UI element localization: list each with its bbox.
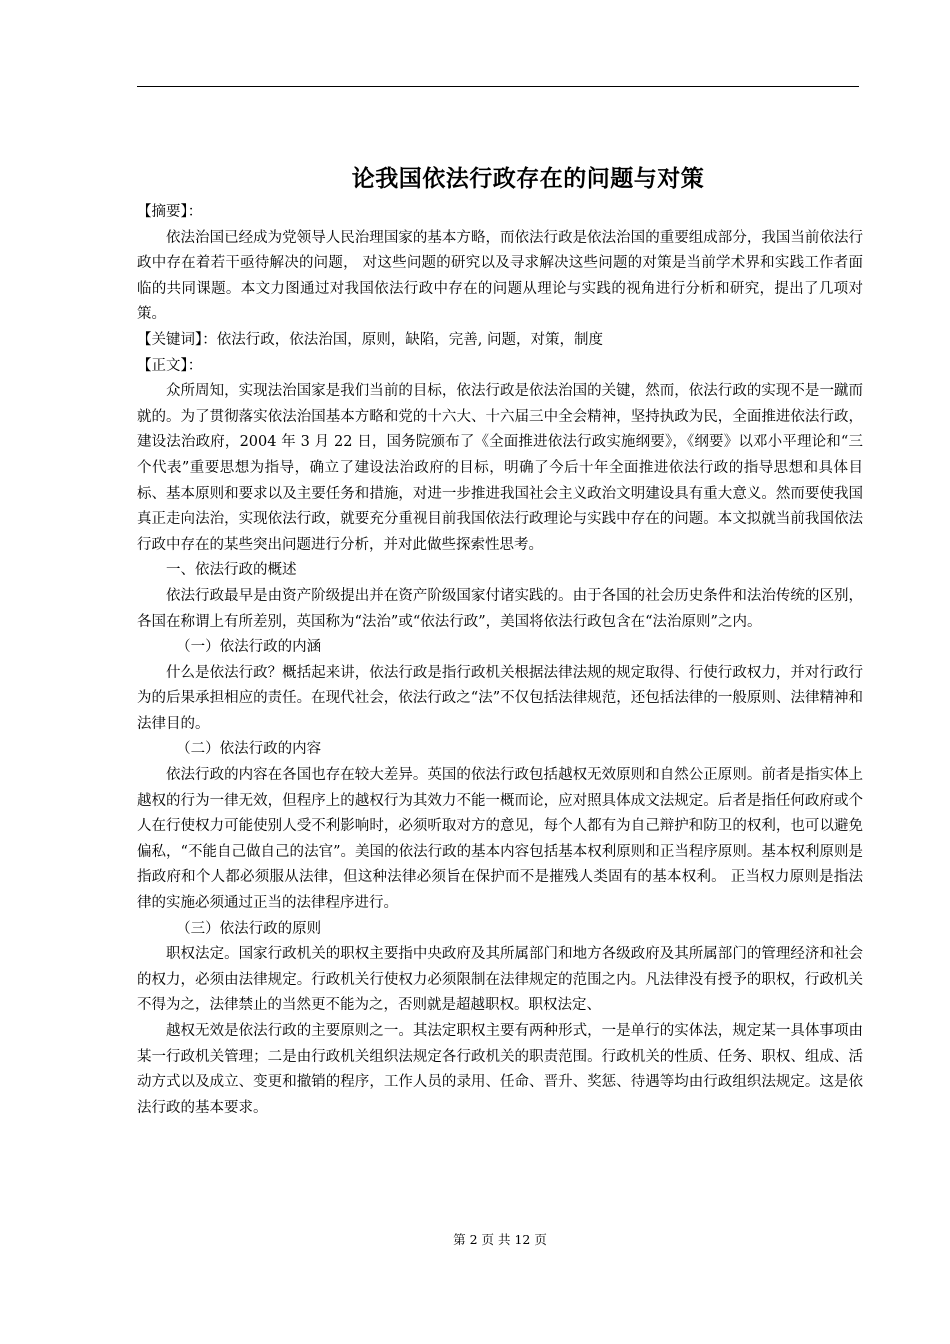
page-title: 论我国依法行政存在的问题与对策	[351, 166, 705, 192]
header-rule	[137, 86, 859, 87]
subsection-heading: （二）依法行政的内容	[176, 741, 322, 758]
abstract-text: 依法治国已经成为党领导人民治理国家的基本方略，而依法行政是依法治国的重要组成部分，我国当前依法行政中存在着若干亟待解决的问题， 对这些问题的研究以及寻求解决这些问题的对策是当前学术界和实践工作者面临的共同课题。本文力图通过对我国依法行政中存在的问题从理论与实践的视角进行分析和研究，提出了几项对策。	[137, 229, 863, 323]
document-body	[137, 200, 863, 1121]
abstract-label: 【摘要】：	[137, 204, 203, 220]
body-paragraph: 什么是依法行政？概括起来讲，依法行政是指行政机关根据法律法规的规定取得、行使行政权力，并对行政行为的后果承担相应的责任。在现代社会，依法行政之“法”不仅包括法律规范，还包括法律的一般原则、法律精神和法律目的。	[137, 664, 863, 732]
page-number-footer: 第 2 页 共 12 页	[453, 1232, 547, 1247]
body-paragraph: 众所周知，实现法治国家是我们当前的目标，依法行政是依法治国的关键，然而，依法行政的实现不是一蹴而就的。为了贯彻落实依法治国基本方略和党的十六大、十六届三中全会精神，坚持执政为民，全面推进依法行政，建设法治政府，2004 年 3 月 22 日，国务院颁布了《全面推进依法行政实施纲要》，《纲要》以邓小平理论和“三个代表”重要思想为指导，确立了建设法治政府的目标，明确了今后十年全面推进依法行政的指导思想和具体目标、基本原则和要求以及主要任务和措施，对进一步推进我国社会主义政治文明建设具有重大意义。然而要使我国真正走向法治，实现依法行政，就要充分重视目前我国依法行政理论与实践中存在的问题。本文拟就当前我国依法行政中存在的某些突出问题进行分析，并对此做些探索性思考。	[137, 383, 863, 553]
body-paragraph: 职权法定。国家行政机关的职权主要指中央政府及其所属部门和地方各级政府及其所属部门的管理经济和社会的权力，必须由法律规定。行政机关行使权力必须限制在法律规定的范围之内。凡法律没有授予的职权，行政机关不得为之，法律禁止的当然更不能为之，否则就是超越职权。职权法定、	[137, 946, 863, 1014]
body-label: 【正文】：	[137, 357, 203, 374]
subsection-heading: （一）依法行政的内涵	[176, 639, 322, 656]
subsection-heading: （三）依法行政的原则	[176, 920, 322, 937]
section-heading: 一、依法行政的概述	[166, 562, 297, 579]
body-paragraph: 依法行政的内容在各国也存在较大差异。英国的依法行政包括越权无效原则和自然公正原则。前者是指实体上越权的行为一律无效，但程序上的越权行为其效力不能一概而论，应对照具体成文法规定。后者是指任何政府或个人在行使权力可能使别人受不利影响时，必须听取对方的意见，每个人都有为自己辩护和防卫的权利，也可以避免偏私，“不能自己做自己的法官”。美国的依法行政的基本内容包括基本权利原则和正当程序原则。基本权利原则是指政府和个人都必须服从法律，但这种法律必须旨在保护而不是摧残人类固有的基本权利。 正当权力原则是指法律的实施必须通过正当的法律程序进行。	[137, 767, 863, 912]
body-paragraph: 依法行政最早是由资产阶级提出并在资产阶级国家付诸实践的。由于各国的社会历史条件和法治传统的区别，各国在称谓上有所差别，英国称为“法治”或“依法行政”，美国将依法行政包含在“法治原则”之内。	[137, 587, 863, 630]
keywords-line: 【关键词】：依法行政，依法治国，原则，缺陷，完善, 问题，对策，制度	[137, 331, 603, 348]
body-paragraph: 越权无效是依法行政的主要原则之一。其法定职权主要有两种形式，一是单行的实体法，规定某一具体事项由某一行政机关管理；二是由行政机关组织法规定各行政机关的职责范围。行政机关的性质、任务、职权、组成、活动方式以及成立、变更和撤销的程序，工作人员的录用、任命、晋升、奖惩、待遇等均由行政组织法规定。这是依法行政的基本要求。	[137, 1023, 863, 1116]
